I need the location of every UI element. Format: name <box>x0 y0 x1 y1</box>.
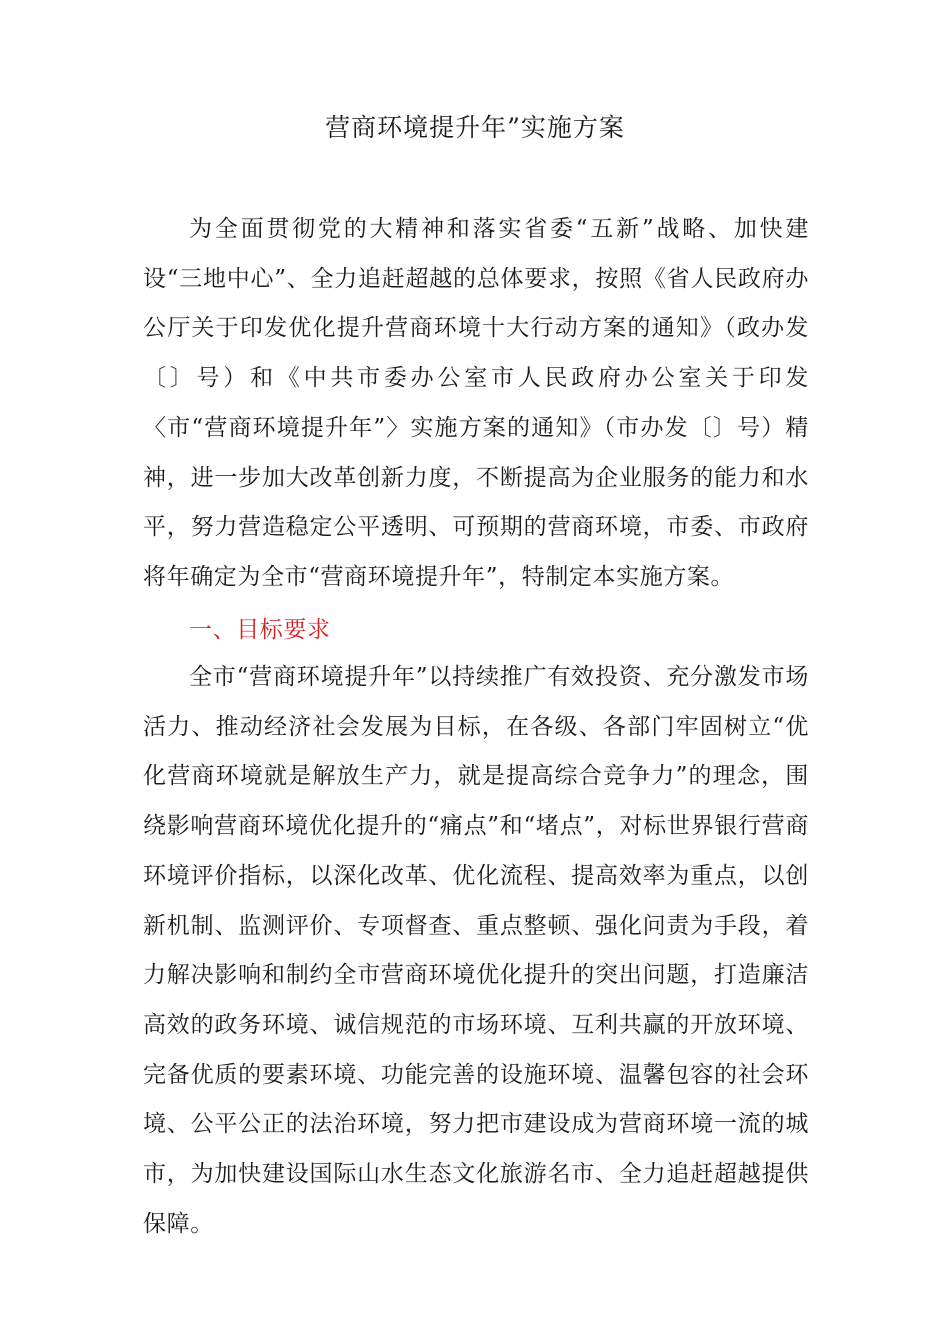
intro-paragraph: 为全面贯彻党的大精神和落实省委“五新”战略、加快建设“三地中心”、全力追赶超越的总体要求，按照《省人民政府办公厅关于印发优化提升营商环境十大行动方案的通知》（政办发〔〕号）和《中共市委办公室市人民政府办公室关于印发〈市“营商环境提升年”〉实施方案的通知》（市办发〔〕号）精神，进一步加大改革创新力度，不断提高为企业服务的能力和水平，努力营造稳定公平透明、可预期的营商环境，市委、市政府将年确定为全市“营商环境提升年”，特制定本实施方案。 <box>143 216 809 590</box>
section-heading-goals: 一、目标要求 <box>189 617 331 643</box>
goals-paragraph: 全市“营商环境提升年”以持续推广有效投资、充分激发市场活力、推动经济社会发展为目标，在各级、各部门牢固树立“优化营商环境就是解放生产力，就是提高综合竞争力”的理念，围绕影响营商环境优化提升的“痛点”和“堵点”，对标世界银行营商环境评价指标，以深化改革、优化流程、提高效率为重点，以创新机制、监测评价、专项督查、重点整顿、强化问责为手段，着力解决影响和制约全市营商环境优化提升的突出问题，打造廉洁高效的政务环境、诚信规范的市场环境、互利共赢的开放环境、完备优质的要素环境、功能完善的设施环境、温馨包容的社会环境、公平公正的法治环境，努力把市建设成为营商环境一流的城市，为加快建设国际山水生态文化旅游名市、全力追赶超越提供保障。 <box>143 664 809 1237</box>
document-title: 营商环境提升年”实施方案 <box>325 113 625 142</box>
